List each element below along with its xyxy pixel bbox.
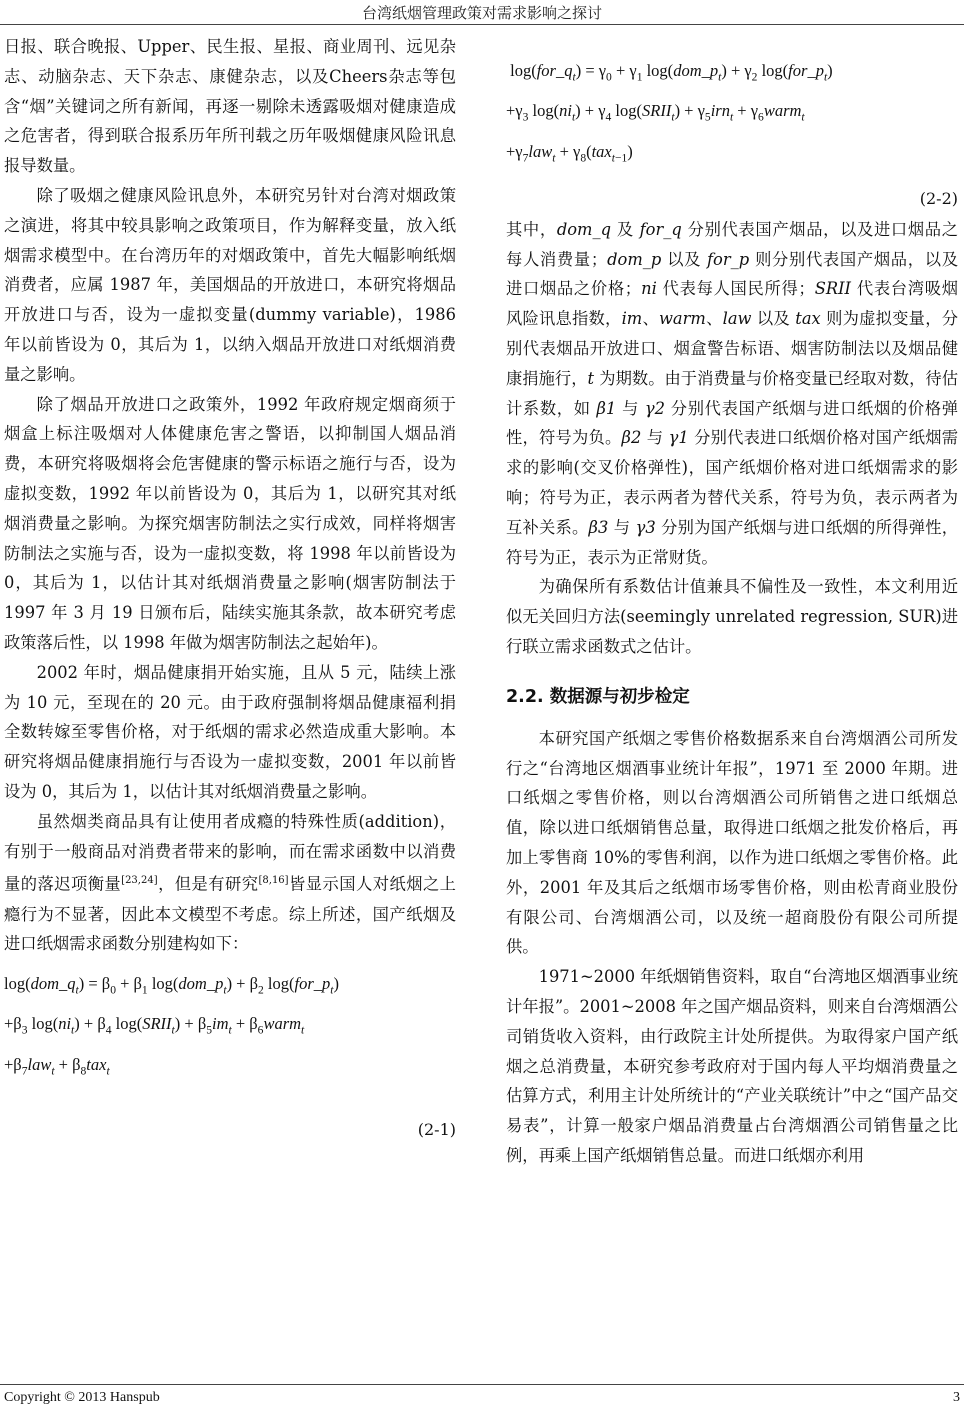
paragraph: 虽然烟类商品具有让使用者成瘾的特殊性质(addition)，有别于一般商品对消费者带来的影响，而在需求函数中以消费量的落迟项衡量[23,24]，但是有研究[8,16]皆显示国人对纸烟之上瘾行为不显著，因此本文模型不考虑。综上所述，国产纸烟及进口纸烟需求函数分别建构如下： (4, 811, 456, 954)
equation-2-2 (506, 54, 958, 213)
paragraph: 除了吸烟之健康风险讯息外，本研究另针对台湾对烟政策之演进，将其中较具影响之政策项目，作为解释变量，放入纸烟需求模型中。在台湾历年的对烟政策中，首先大幅影响纸烟消费者，应属 1987 年，美国烟品的开放进口，本研究将烟品开放进口与否，设为一虚拟变量(dummy variable)，1986 年以前皆设为 0，其后为 1，以纳入烟品开放进口对纸烟消费量之影响。 (4, 185, 456, 384)
citation: [23,24] (121, 875, 158, 887)
citation: [8,16] (258, 875, 289, 887)
equation-line: $+\gamma_3$ $\log(ni_t) + \gamma_4$ $\log(SRII_t) + \gamma_5irn_t$ + $\gamma_6warm_t$ (506, 101, 805, 124)
right-column (506, 32, 958, 1171)
paragraph: 2002 年时，烟品健康捐开始实施，且从 5 元，陆续上涨为 10 元，至现在的 20 元。由于政府强制将烟品健康福利捐全数转嫁至零售价格，对于纸烟的需求必然造成重大影响。本研究将烟品健康捐施行与否设为一虚拟变数，2001 年以前皆设为 0，其后为 1，以估计其对纸烟消费量之影响。 (4, 662, 456, 801)
equation-line: $+\beta_3$ $\log(ni_t) + \beta_4$ $\log(SRII_t) + \beta_5im_t$ + $\beta_6warm_t$ (4, 1014, 305, 1037)
paragraph: 除了烟品开放进口之政策外，1992 年政府规定烟商须于烟盒上标注吸烟对人体健康危害之警语，以抑制国人烟品消费，本研究将吸烟将会危害健康的警示标语之施行与否，设为虚拟变数，1992 年以前皆设为 0，其后为 1，以研究其对纸烟消费量之影响。为探究烟害防制法之实行成效，同样将烟害防制法之实施与否，设为一虚拟变数，将 1998 年以前皆设为 0，其后为 1，以估计其对纸烟消费量之影响(烟害防制法于 1997 年 3 月 19 日颁布后，陆续实施其条款，故本研究考虑政策落后性，以 1998 年做为烟害防制法之起始年)。 (4, 394, 456, 652)
equation-number: (2-1) (417, 1120, 456, 1140)
equation-line: $+\beta_7law_t + \beta_8tax_t$ (4, 1054, 110, 1078)
section-heading: 2.2. 数据源与初步检定 (506, 686, 690, 707)
equation-number: (2-2) (919, 188, 958, 208)
paragraph: 其中，dom_q 及 for_q 分别代表国产烟品，以及进口烟品之每人消费量；dom_p 以及 for_p 则分别代表国产烟品，以及进口烟品之价格；ni 代表每人国民所得；SRII 代表台湾吸烟风险讯息指数，im、warm、law 以及 tax 则为虚拟变量，分别代表烟品开放进口、烟盒警告标语、烟害防制法以及烟品健康捐施行，t 为期数。由于消费量与价格变量已经取对数，待估计系数，如 β1 与 γ2 分别代表国产纸烟与进口纸烟的价格弹性，符号为负。β2 与 γ1 分别代表进口纸烟价格对国产纸烟需求的影响(交叉价格弹性)，国产纸烟价格对进口纸烟需求的影响；符号为正，表示两者为替代关系，符号为负，表示两者为互补关系。β3 与 γ3 分别为国产纸烟与进口纸烟的所得弹性，符号为正，表示为正常财货。 (506, 219, 958, 567)
paragraph: 1971~2000 年纸烟销售资料，取自“台湾地区烟酒事业统计年报”。2001~2008 年之国产烟品资料，则来自台湾烟酒公司销货收入资料，由行政院主计处所提供。为取得家户国产纸烟之总消费量，本研究参考政府对于国内每人平均烟消费量之估算方式，利用主计处所统计的“产业关联统计”中之“国产品交易表”，计算一般家户烟品消费量占台湾烟酒公司销售量之比例，再乘上国产纸烟销售总量。而进口纸烟亦利用 (506, 967, 958, 1165)
header-rule (0, 24, 964, 25)
equation-2-1 (4, 967, 456, 1144)
left-column (4, 32, 456, 1144)
paragraph: 本研究国产纸烟之零售价格数据系来自台湾烟酒公司所发行之“台湾地区烟酒事业统计年报”，1971 至 2000 年期。进口纸烟之零售价格，则以台湾烟酒公司所销售之进口纸烟总值，除以进口纸烟销售总量，取得进口纸烟之批发价格后，再加上零售商 10%的零售利润，以作为进口纸烟之零售价格。此外，2001 年及其后之纸烟市场零售价格，则由松青商业股份有限公司、台湾烟酒公司，以及统一超商股份有限公司所提供。 (506, 728, 958, 957)
footer-rule (0, 1384, 964, 1385)
running-header: 台湾纸烟管理政策对需求影响之探讨 (361, 4, 602, 22)
paragraph: 日报、联合晚报、Upper、民生报、星报、商业周刊、远见杂志、动脑杂志、天下杂志、康健杂志，以及Cheers杂志等包含“烟”关键词之所有新闻，再逐一剔除未透露吸烟对健康造成之危害者，得到联合报系历年所刊载之历年吸烟健康风险讯息报导数量。 (4, 37, 456, 176)
equation-line: $+\gamma_7law_t + \gamma_8(tax_{t-1})$ (506, 141, 633, 164)
page-number: 3 (953, 1390, 960, 1405)
equation-line: $\log(for\_q_t) = \gamma_0 + \gamma_1$ $\log(dom\_p_t) + \gamma_2$ $\log(for\_p_t)$ (506, 61, 833, 84)
copyright: Copyright © 2013 Hanspub (4, 1390, 160, 1405)
paragraph: 为确保所有系数估计值兼具不偏性及一致性，本文利用近似无关回归方法(seemingly unrelated regression, SUR)进行联立需求函数式之估计。 (506, 577, 958, 657)
equation-line: $\log(dom\_q_t) = \beta_0 + \beta_1$ $\log(dom\_p_t) + \beta_2$ $\log(for\_p_t)$ (4, 974, 339, 997)
